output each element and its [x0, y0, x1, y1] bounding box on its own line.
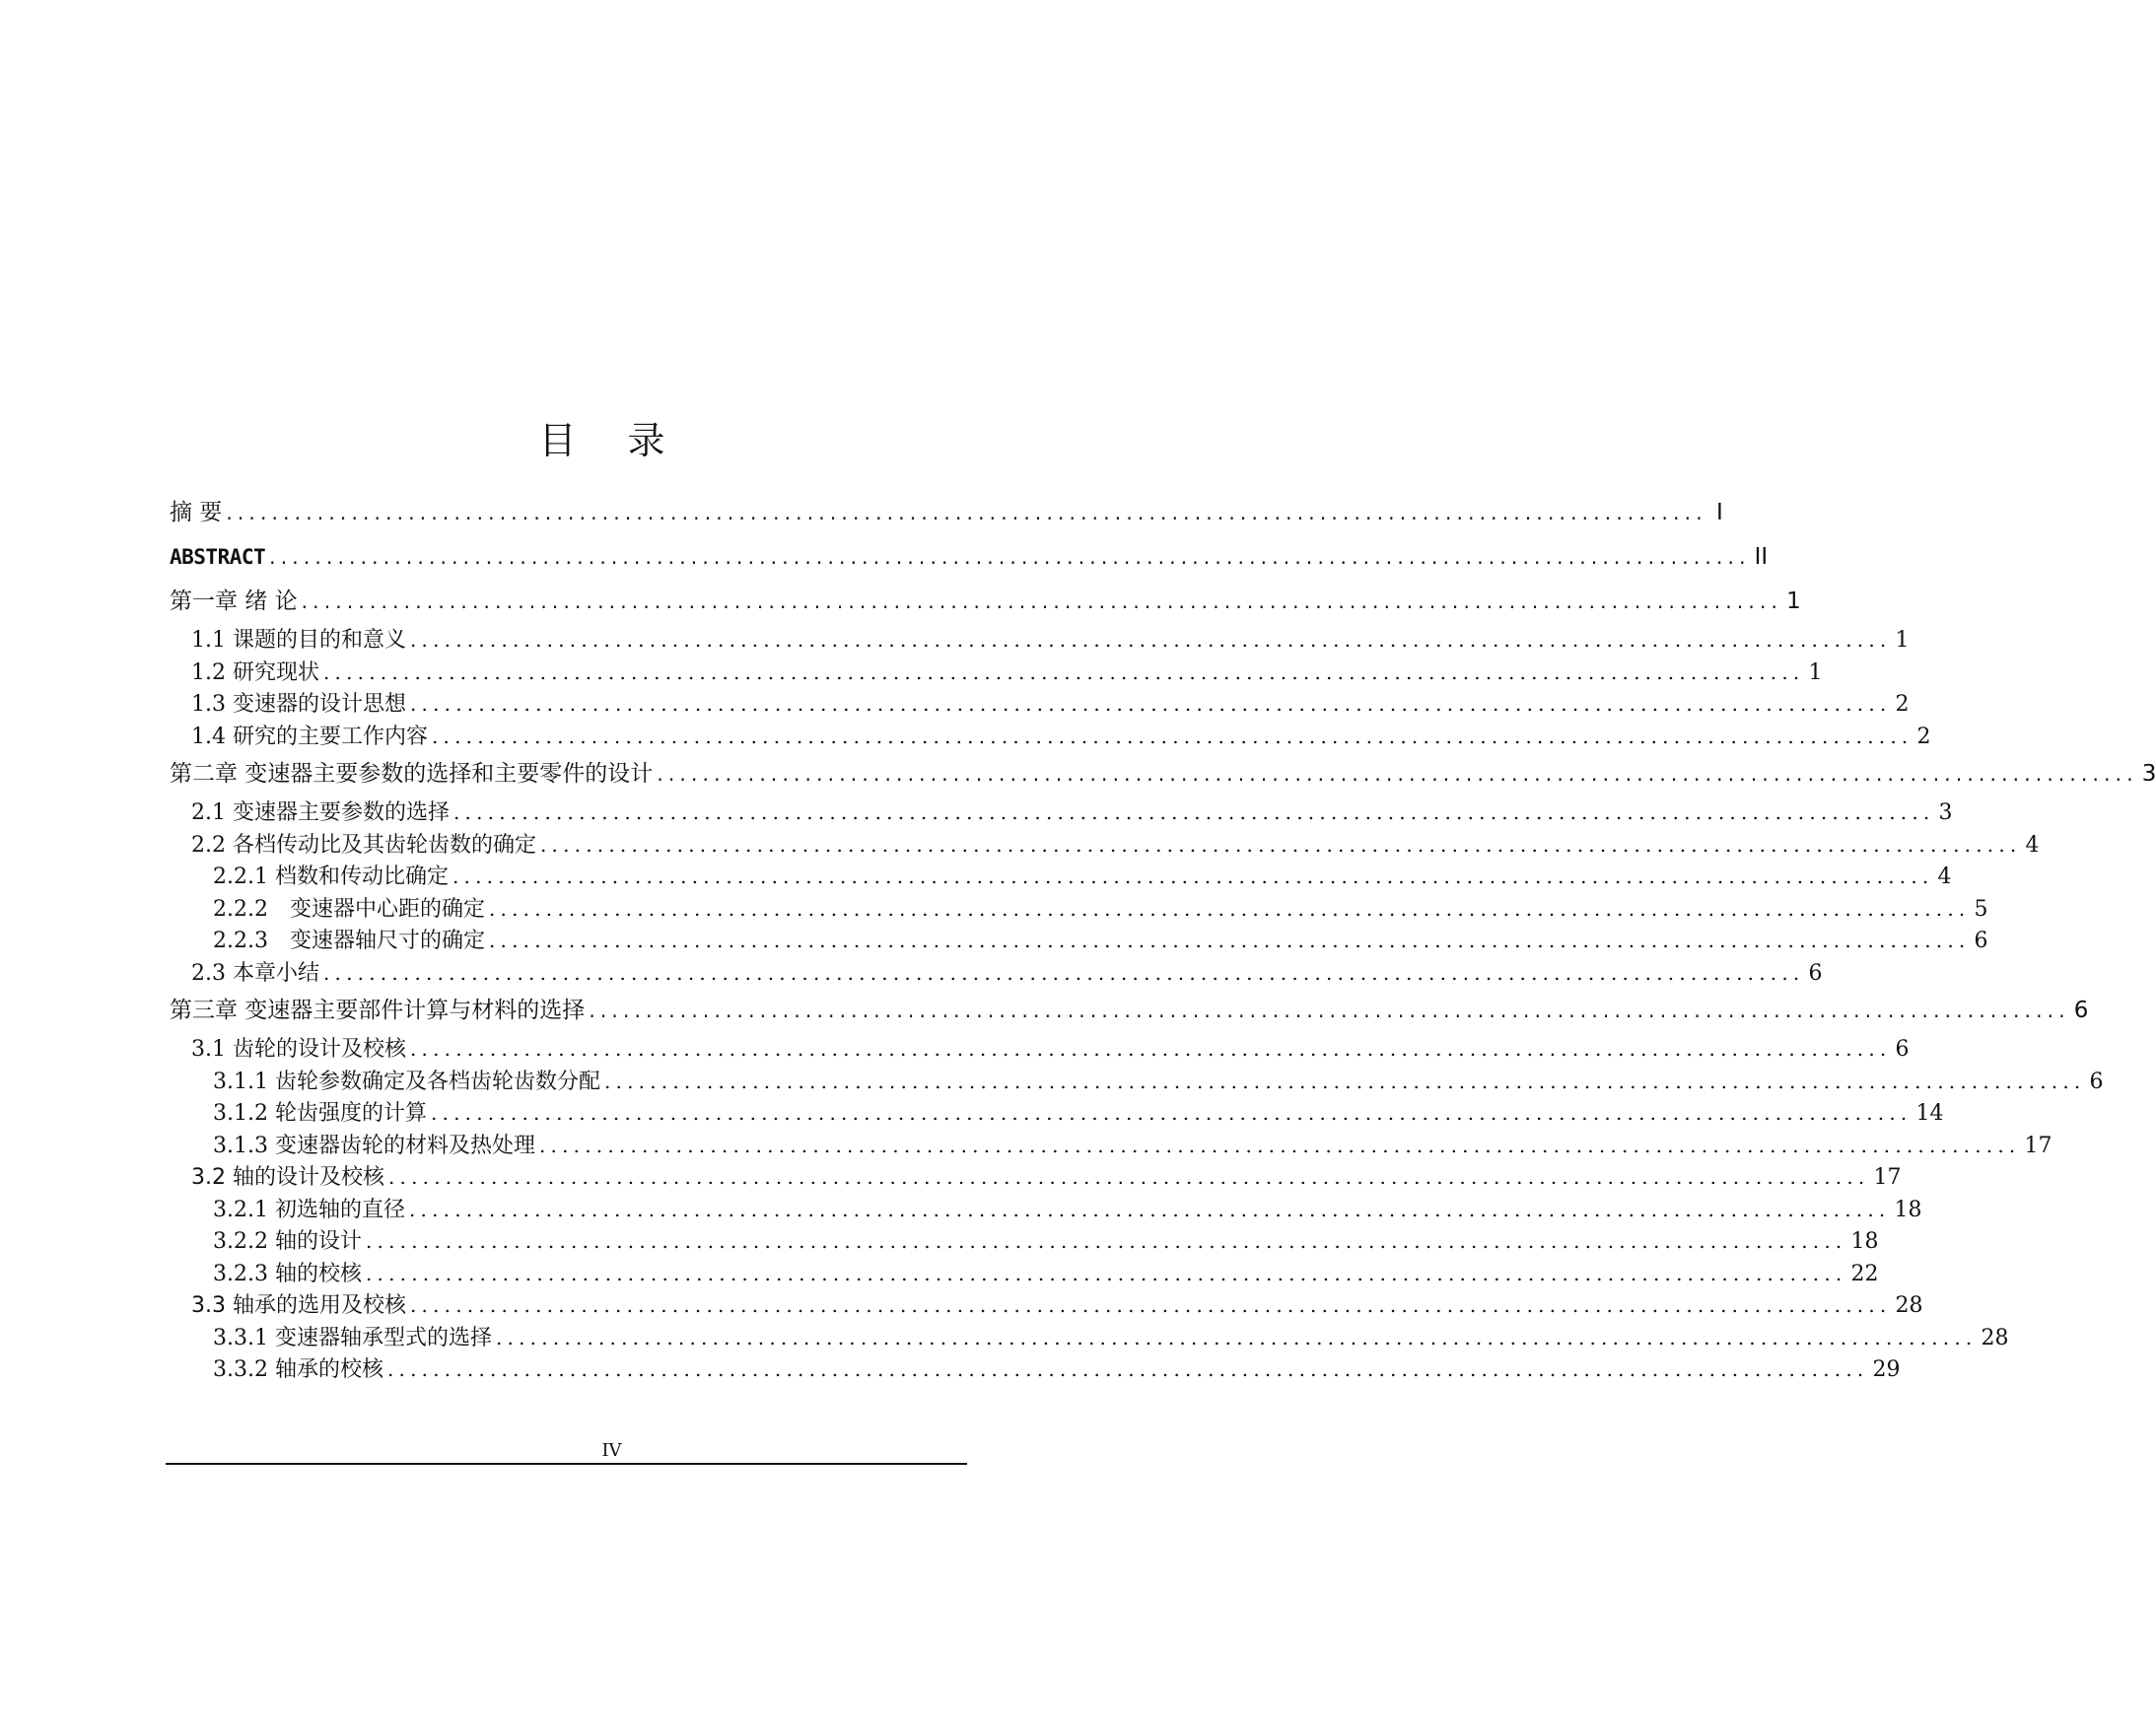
toc-entry[interactable]: [170, 752, 2156, 796]
dot-leader: ..................................................................................................................................: [269, 545, 1751, 569]
toc-entry[interactable]: [170, 1258, 1879, 1290]
dot-leader: ..................................................................................................................................: [301, 589, 1783, 613]
toc-entry-label: 2.2.3 变速器轴尺寸的确定: [213, 929, 485, 953]
toc-entry-page: 22: [1850, 1261, 1879, 1286]
toc-entry[interactable]: [170, 580, 1801, 624]
toc-entry[interactable]: [170, 491, 1723, 535]
toc-entry-label: 2.3 本章小结: [191, 960, 319, 986]
toc-entry-page: 6: [1895, 1037, 1910, 1062]
toc-entry[interactable]: [170, 1194, 1922, 1226]
toc-entry[interactable]: [170, 1066, 2104, 1098]
toc-entry-page: 4: [2025, 832, 2040, 858]
toc-entry-label: 3.3 轴承的选用及校核: [191, 1293, 406, 1318]
toc-entry-label: 2.2.2 变速器中心距的确定: [213, 896, 485, 922]
dot-leader: ..................................................................................................................................: [495, 1325, 1978, 1349]
toc-title: 目 录: [538, 419, 685, 462]
toc-entry[interactable]: [170, 624, 1910, 657]
dot-leader: ..................................................................................................................................: [452, 800, 1935, 824]
dot-leader: ..................................................................................................................................: [387, 1165, 1870, 1189]
toc-entry[interactable]: [170, 1033, 1910, 1066]
footer-page-number: IV: [601, 1440, 622, 1461]
toc-entry[interactable]: [170, 925, 1988, 957]
toc-entry-page: 2: [1895, 692, 1910, 717]
toc-entry-label: 3.2.3 轴的校核: [213, 1261, 362, 1286]
toc-entry-page: 1: [1895, 628, 1910, 653]
toc-entry-page: II: [1754, 544, 1769, 570]
toc-entry-page: 6: [1974, 929, 1988, 953]
toc-entry-page: 14: [1915, 1101, 1944, 1126]
dot-leader: ..................................................................................................................................: [409, 1293, 1892, 1317]
dot-leader: ..................................................................................................................................: [409, 692, 1892, 716]
toc-entry[interactable]: [170, 957, 1823, 990]
dot-leader: ..................................................................................................................................: [322, 659, 1805, 684]
toc-entry[interactable]: [170, 1130, 2052, 1162]
toc-entry-label: 第一章 绪 论: [170, 588, 298, 614]
toc-entry-page: 2: [1916, 724, 1931, 749]
dot-leader: ..................................................................................................................................: [409, 1037, 1892, 1061]
toc-entry[interactable]: [170, 796, 1953, 829]
toc-entry-label: 3.3.1 变速器轴承型式的选择: [213, 1325, 492, 1350]
toc-entry-label: 3.3.2 轴承的校核: [213, 1357, 383, 1382]
toc-entry[interactable]: [170, 657, 1823, 689]
toc-entry-page: 17: [1873, 1165, 1902, 1190]
dot-leader: ..................................................................................................................................: [603, 1069, 2086, 1093]
dot-leader: ..................................................................................................................................: [386, 1357, 1869, 1381]
toc-entry[interactable]: [170, 829, 2040, 862]
toc-entry-label: 1.2 研究现状: [191, 659, 319, 685]
dot-leader: ..................................................................................................................................: [488, 929, 1971, 952]
toc-entry-label: 3.1.3 变速器齿轮的材料及热处理: [213, 1133, 535, 1158]
toc-entry-label: 3.2.2 轴的设计: [213, 1229, 362, 1254]
toc-entry-page: I: [1715, 500, 1723, 525]
toc-entry-label: 1.1 课题的目的和意义: [191, 628, 406, 653]
dot-leader: ..................................................................................................................................: [539, 832, 2022, 857]
toc-entry[interactable]: [170, 1353, 1901, 1386]
toc-entry-page: 6: [1808, 960, 1823, 986]
toc-entry-page: 18: [1894, 1197, 1922, 1222]
toc-entry-label: ABSTRACT: [170, 545, 266, 569]
toc-entry[interactable]: [170, 535, 1769, 580]
toc-entry-page: 29: [1872, 1357, 1901, 1382]
toc-entry-label: 2.1 变速器主要参数的选择: [191, 800, 450, 825]
dot-leader: ..................................................................................................................................: [538, 1133, 2021, 1157]
toc-entry-page: 18: [1850, 1229, 1879, 1254]
toc-entry-label: 1.4 研究的主要工作内容: [191, 724, 428, 749]
toc-entry-page: 3: [2141, 761, 2156, 787]
toc-entry[interactable]: [170, 1097, 1944, 1130]
toc-entry-label: 2.2.1 档数和传动比确定: [213, 864, 449, 889]
toc-entry-label: 3.1.2 轮齿强度的计算: [213, 1101, 427, 1126]
toc-entry[interactable]: [170, 1161, 1902, 1194]
toc-entry[interactable]: [170, 1322, 2009, 1354]
toc-entry[interactable]: [170, 721, 1931, 753]
toc-entry-page: 28: [1895, 1293, 1923, 1318]
toc-entry-page: 28: [1981, 1325, 2009, 1350]
dot-leader: ..................................................................................................................................: [657, 762, 2138, 786]
dot-leader: ..................................................................................................................................: [430, 1101, 1913, 1125]
toc-entry[interactable]: [170, 1289, 1923, 1322]
toc-entry-page: 17: [2024, 1133, 2052, 1158]
dot-leader: ..................................................................................................................................: [365, 1229, 1847, 1253]
toc-entry-page: 6: [2089, 1069, 2104, 1094]
dot-leader: ..................................................................................................................................: [322, 960, 1805, 985]
dot-leader: ..................................................................................................................................: [488, 896, 1971, 921]
dot-leader: ..................................................................................................................................: [409, 628, 1892, 652]
toc-entry-page: 5: [1974, 896, 1988, 922]
toc-entry[interactable]: [170, 989, 2089, 1033]
toc-entry-label: 第二章 变速器主要参数的选择和主要零件的设计: [170, 761, 654, 787]
toc-entry[interactable]: [170, 688, 1910, 721]
dot-leader: ..................................................................................................................................: [226, 501, 1707, 524]
toc-entry[interactable]: [170, 893, 1988, 926]
toc-entry-page: 1: [1808, 659, 1823, 685]
dot-leader: ..................................................................................................................................: [365, 1261, 1847, 1285]
table-of-contents: [170, 491, 2156, 1386]
toc-entry-page: 3: [1938, 800, 1953, 825]
dot-leader: ..................................................................................................................................: [589, 999, 2070, 1022]
dot-leader: ..................................................................................................................................: [452, 864, 1934, 888]
toc-entry-label: 3.1.1 齿轮参数确定及各档齿轮齿数分配: [213, 1069, 600, 1094]
toc-entry-label: 3.1 齿轮的设计及校核: [191, 1037, 406, 1062]
toc-entry-label: 摘 要: [170, 500, 223, 525]
toc-entry-page: 6: [2073, 998, 2089, 1023]
toc-entry-label: 2.2 各档传动比及其齿轮齿数的确定: [191, 832, 536, 858]
toc-entry-label: 第三章 变速器主要部件计算与材料的选择: [170, 998, 586, 1023]
toc-entry-page: 1: [1786, 588, 1801, 614]
toc-entry-page: 4: [1937, 864, 1952, 889]
footer-rule: [166, 1463, 967, 1465]
toc-entry[interactable]: [170, 861, 1952, 893]
toc-entry-label: 3.2 轴的设计及校核: [191, 1165, 384, 1190]
toc-entry[interactable]: [170, 1225, 1879, 1258]
dot-leader: ..................................................................................................................................: [431, 724, 1913, 748]
dot-leader: ..................................................................................................................................: [408, 1197, 1891, 1221]
toc-entry-label: 1.3 变速器的设计思想: [191, 692, 406, 717]
toc-entry-label: 3.2.1 初选轴的直径: [213, 1197, 405, 1222]
